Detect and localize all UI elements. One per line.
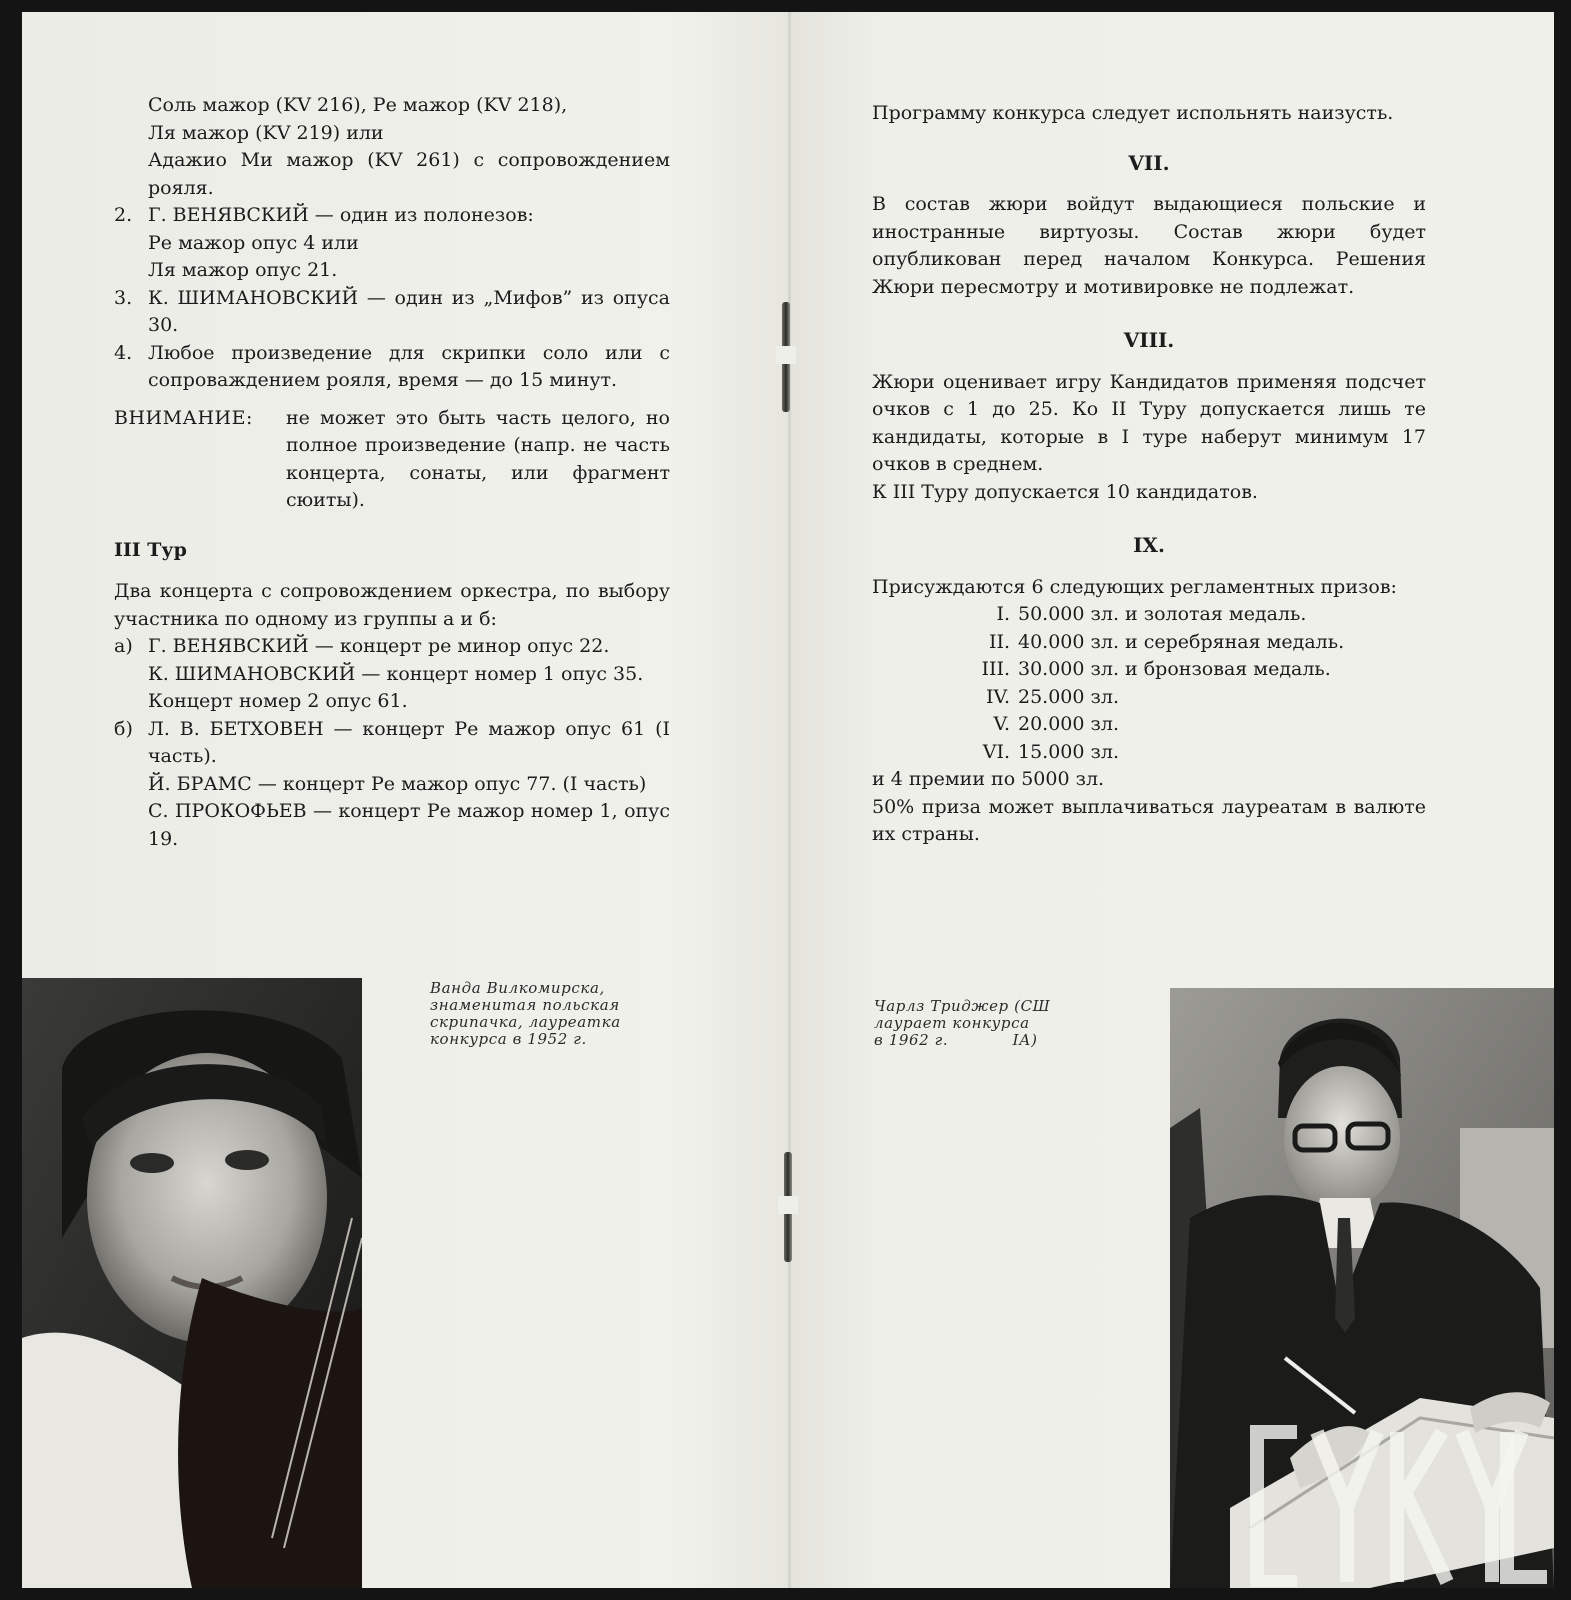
item-line: Любое произведение для скрипки соло или с сопроваждением рояля, время — до 15 минут. — [148, 341, 670, 391]
prize-row — [872, 711, 1426, 739]
top-staple — [782, 302, 790, 412]
section-8-text2: К III Туру допускается 10 кандидатов. — [872, 480, 1258, 503]
list-item — [114, 340, 670, 395]
prize-row — [872, 629, 1426, 657]
section-9-heading: IX. — [1133, 533, 1165, 557]
prize-rank: II. — [988, 630, 1010, 653]
group-b-line: Л. В. БЕТХОВЕН — концерт Ре мажор опус 61 (I часть). — [148, 717, 670, 767]
prize-rank: I. — [996, 603, 1010, 625]
item-number: 4. — [114, 341, 133, 364]
item-line: Ля мажор опус 21. — [148, 259, 338, 281]
violinist-woman-photo — [22, 978, 362, 1588]
prize-row — [872, 656, 1426, 684]
list-item — [114, 202, 670, 285]
left-photo-caption — [430, 980, 670, 1048]
prize-rank: VI. — [982, 740, 1010, 763]
prize-text: 25.000 зл. — [1018, 685, 1119, 708]
prize-text: 30.000 зл. и бронзовая медаль. — [1018, 658, 1331, 680]
memorize-note: Программу конкурса следует испольнять наизусть. — [872, 102, 1394, 124]
prize-text: 15.000 зл. — [1018, 740, 1119, 763]
group-b-label: б) — [114, 717, 133, 740]
section-7-heading: VII. — [1128, 150, 1170, 175]
prize-text: 20.000 зл. — [1018, 713, 1119, 735]
intro-block — [114, 92, 670, 202]
item-line: Г. ВЕНЯВСКИЙ — один из полонезов: — [148, 204, 534, 226]
section-8-heading: VIII. — [1123, 328, 1175, 352]
round3-heading: III Тур — [114, 538, 187, 561]
group-a — [114, 633, 670, 716]
currency-note: 50% приза может выплачиваться лауреатам в валюте их страны. — [872, 795, 1426, 845]
group-a-label: а) — [114, 635, 133, 657]
group-b-line: Й. БРАМС — концерт Ре мажор опус 77. (I часть) — [148, 772, 647, 795]
prize-rank: IV. — [986, 685, 1010, 708]
intro-line: Соль мажор (KV 216), Ре мажор (KV 218), — [148, 94, 568, 116]
violinist-photo-art — [22, 978, 362, 1588]
item-number: 2. — [114, 204, 133, 226]
section-8-text: Жюри оценивает игру Кандидатов применяя подсчет очков с 1 до 25. Ко II Туру допускается лишь те кандидаты, которые в I туре наберут минимум 17 очков в среднем. — [872, 370, 1426, 475]
section-7-text: В состав жюри войдут выдающиеся польские и иностранные виртуозы. Состав жюри будет опубликован перед началом Конкурса. Решения Жюри пересмотру и мотивировке не подлежат. — [872, 193, 1426, 298]
caption-line: конкурса в 1952 г. — [430, 1030, 587, 1048]
round3-intro: Два концерта с сопровождением оркестра, по выбору участника по одному из группы а и б: — [114, 580, 670, 630]
center-fold — [788, 12, 791, 1588]
prize-rank: V. — [993, 713, 1010, 735]
item-number: 3. — [114, 286, 133, 309]
caption-line: Чарлз Триджер (СШ — [874, 997, 1051, 1015]
caption-line: скрипачка, лауреатка — [430, 1013, 621, 1031]
prize-rank: III. — [981, 658, 1010, 680]
intro-line: Адажио Ми мажор (KV 261) с сопровождением рояля. — [148, 149, 670, 199]
group-b-line: С. ПРОКОФЬЕВ — концерт Ре мажор номер 1, опус 19. — [148, 800, 670, 850]
caption-line: лаурает конкурса — [874, 1014, 1030, 1032]
booklet-spread — [22, 12, 1554, 1588]
attention-text: не может это быть часть целого, но полное произведение (напр. не часть концерта, сонаты, или фрагмент сюиты). — [286, 406, 670, 511]
group-a-line: Концерт номер 2 опус 61. — [148, 690, 408, 712]
right-photo-caption — [874, 998, 1114, 1049]
group-b — [114, 716, 670, 854]
right-text-column — [872, 100, 1426, 849]
prize-row — [872, 601, 1426, 629]
attention-label: ВНИМАНИЕ: — [114, 406, 253, 429]
cykyl-watermark — [1247, 1417, 1552, 1587]
intro-line: Ля мажор (KV 219) или — [148, 121, 384, 144]
group-a-line: Г. ВЕНЯВСКИЙ — концерт ре минор опус 22. — [148, 635, 610, 657]
group-a-line: К. ШИМАНОВСКИЙ — концерт номер 1 опус 35. — [148, 662, 644, 685]
prize-row — [872, 684, 1426, 712]
extra-prizes: и 4 премии по 5000 зл. — [872, 768, 1105, 790]
caption-line: знаменитая польская — [430, 996, 620, 1014]
item-line: Ре мажор опус 4 или — [148, 231, 359, 254]
prize-text: 50.000 зл. и золотая медаль. — [1018, 603, 1307, 625]
list-item — [114, 285, 670, 340]
caption-line: Ванда Вилкомирска, — [430, 979, 605, 997]
watermark-logo-icon — [1247, 1417, 1552, 1587]
prize-row — [872, 739, 1426, 767]
item-line: К. ШИМАНОВСКИЙ — один из „Мифов” из опуса 30. — [148, 286, 670, 336]
section-9-intro: Присуждаются 6 следующих регламентных призов: — [872, 575, 1397, 598]
prize-text: 40.000 зл. и серебряная медаль. — [1018, 630, 1345, 653]
attention-note — [114, 405, 670, 515]
bottom-staple — [784, 1152, 792, 1262]
caption-line: в 1962 г. IА) — [874, 1031, 1038, 1049]
left-text-column — [114, 92, 670, 853]
